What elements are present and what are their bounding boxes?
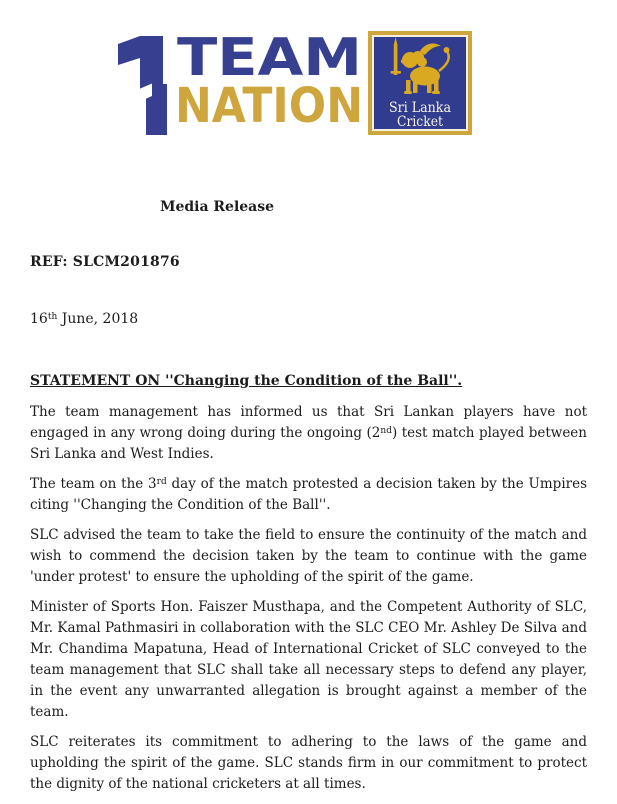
statement-body [30,371,587,804]
date-rest: June, 2018 [57,311,139,327]
date-day: 16 [30,311,48,327]
reference-number: REF: SLCM201876 [30,254,180,270]
paragraph-1-text-cont: ) test match played between Sri Lanka and West Indies. [30,425,587,462]
one-flag-shape [118,36,140,65]
paragraph-2-ordinal: rd [156,476,167,487]
logo-team-text: TEAM [177,28,362,88]
paragraph-5: SLC reiterates its commitment to adhering to the laws of the game and upholding the spirit of the game. SLC stands firm in our commitment to protect the dignity of the national cricketers at all times. [30,734,587,792]
paragraph-2 [30,474,587,516]
date-ordinal: th [47,311,58,322]
one-team-one-nation-logo [115,28,365,138]
numeral-one-icon [118,36,167,135]
paragraph-1-ordinal: nd [380,425,392,436]
paragraph-4: Minister of Sports Hon. Faiszer Musthapa, and the Competent Authority of SLC, Mr. Kamal Pathmasiri in collaboration with the SLC CEO Mr. Ashley De Silva and Mr. Chandima Mapatuna, Head of International Cricket of SLC conveyed to the team management that SLC shall take all necessary steps to defend any player, in the event any unwarranted allegation is brought against a member of the team. [30,599,587,720]
logo-nation-text: NATION [175,78,363,134]
paragraph-3: SLC advised the team to take the field to ensure the continuity of the match and wish to commend the decision taken by the team to continue with the game 'under protest' to ensure the upholding of the spirit of the game. [30,527,587,585]
statement-heading: STATEMENT ON ''Changing the Condition of the Ball''. [30,373,463,389]
emblem-cricket-text: Cricket [397,114,444,130]
emblem-sri-lanka-text: Sri Lanka [389,100,451,116]
paragraph-1 [30,402,587,465]
one-upper-stem [140,36,163,90]
sri-lanka-cricket-emblem [368,31,472,135]
page-title: Media Release [159,199,275,215]
paragraph-2-text-cont: day of the match protested a decision taken by the Umpires citing ''Changing the Condition of the Ball''. [30,476,588,513]
date-line [30,311,138,327]
paragraph-2-text: The team on the 3 [30,476,157,492]
paragraph-1-text: The team management has informed us that Sri Lankan players have not engaged in any wrong doing during the ongoing (2 [30,404,587,441]
